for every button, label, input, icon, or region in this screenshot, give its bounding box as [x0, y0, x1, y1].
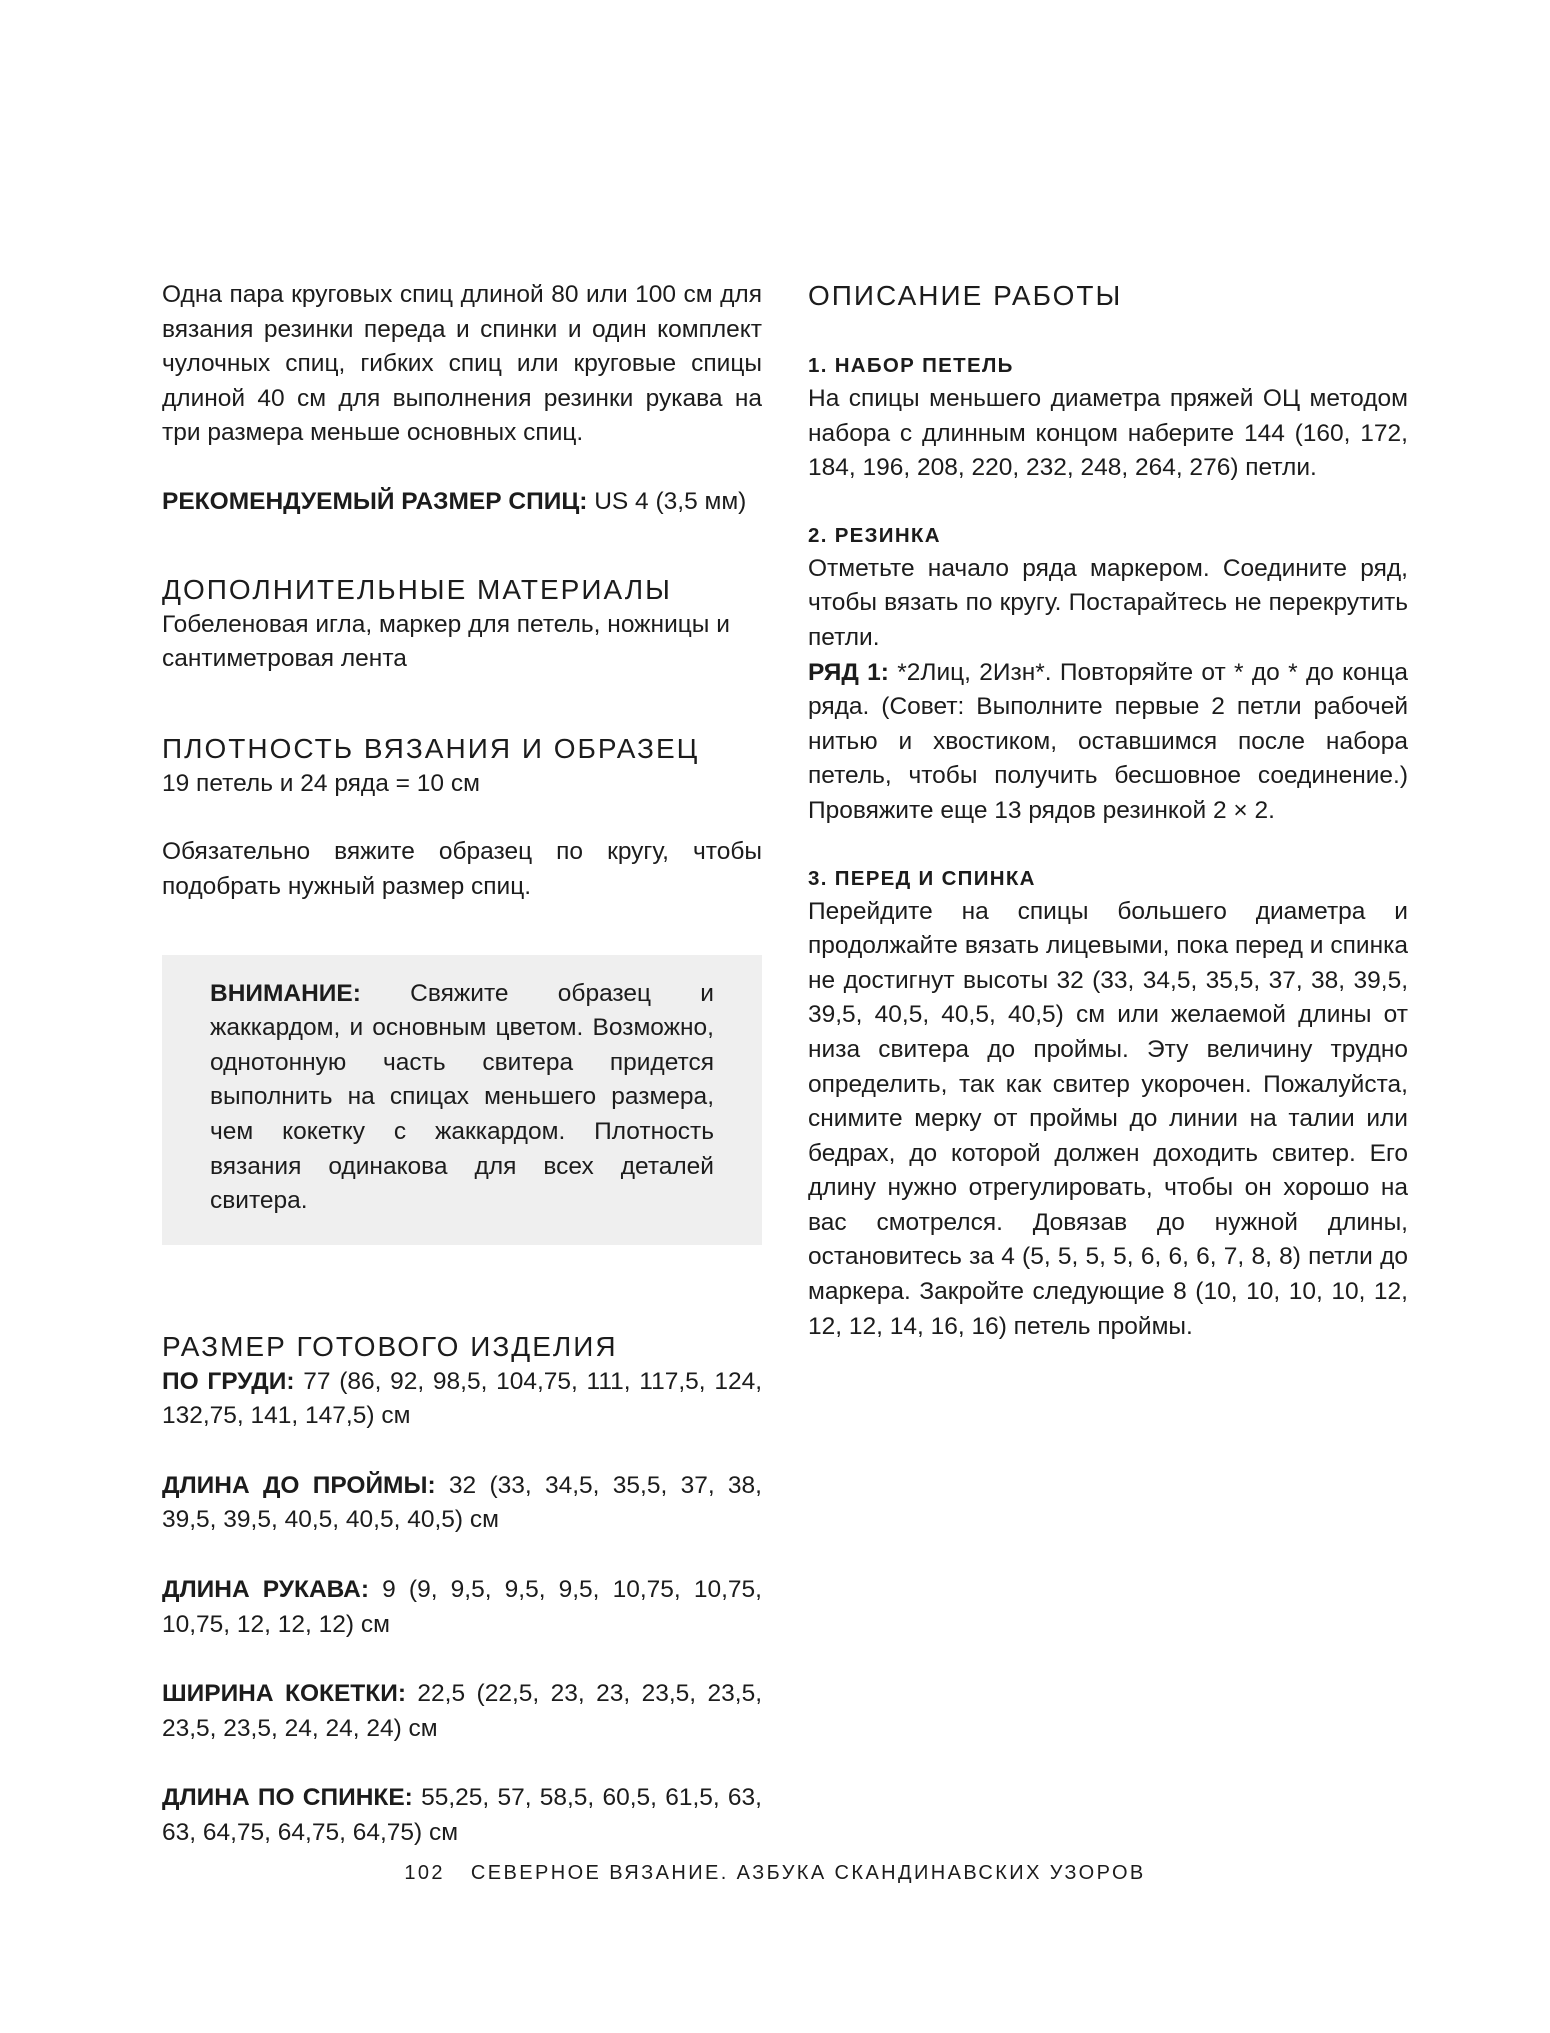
materials-heading: ДОПОЛНИТЕЛЬНЫЕ МАТЕРИАЛЫ [162, 573, 672, 605]
size-sleeve-label: ДЛИНА РУКАВА: [162, 1576, 370, 1604]
size-chest-label: ПО ГРУДИ: [162, 1367, 295, 1395]
size-sleeve-value: 9 (9, 9,5, 9,5, 9,5, 10,75, 10,75, 10,75, 12, 12, 12) см [162, 1576, 762, 1638]
page-footer [0, 1862, 1550, 1885]
size-back-length [162, 1781, 762, 1850]
row-1-text: *2Лиц, 2Изн*. Повторяйте от * до * до конца ряда. (Совет: Выполните первые 2 петли рабочей нитью и хвостиком, оставшимся после набора петель, чтобы получить бесшовное соединение.) Провяжите еще 13 рядов резинкой 2 × 2. [808, 658, 1408, 824]
work-description-heading: ОПИСАНИЕ РАБОТЫ [808, 280, 1123, 311]
gauge-heading: ПЛОТНОСТЬ ВЯЗАНИЯ И ОБРАЗЕЦ [162, 732, 700, 764]
section-front-back-title: 3. ПЕРЕД И СПИНКА [808, 866, 1036, 890]
size-back-label: ДЛИНА ПО СПИНКЕ: [162, 1784, 413, 1812]
size-chest [162, 1365, 762, 1434]
size-armhole-label: ДЛИНА ДО ПРОЙМЫ: [162, 1471, 436, 1499]
size-back-value: 55,25, 57, 58,5, 60,5, 61,5, 63, 63, 64,75, 64,75, 64,75) см [162, 1784, 762, 1847]
section-ribbing-row [808, 656, 1408, 829]
section-ribbing-title: 2. РЕЗИНКА [808, 523, 941, 547]
size-sleeve-length [162, 1573, 762, 1642]
needle-size-line [162, 485, 762, 520]
right-column [808, 278, 1408, 1344]
materials-text: Гобеленовая игла, маркер для петель, ножницы и сантиметровая лента [162, 610, 730, 673]
needle-size-value: US 4 (3,5 мм) [587, 487, 747, 515]
gauge-text: 19 петель и 24 ряда = 10 см [162, 769, 480, 797]
section-ribbing-text: Отметьте начало ряда маркером. Соедините ряд, чтобы вязать по кругу. Постарайтесь не перекрутить петли. [808, 554, 1408, 651]
row-1-label: РЯД 1: [808, 658, 889, 686]
intro-paragraph: Одна пара круговых спиц длиной 80 или 100 см для вязания резинки переда и спинки и один комплект чулочных спиц, гибких спиц или круговые спицы длиной 40 см для выполнения резинки рукава на три размера меньше основных спиц. [162, 281, 762, 447]
left-column [162, 278, 762, 1851]
callout-text [210, 977, 714, 1219]
callout-label: ВНИМАНИЕ: [210, 979, 361, 1007]
size-armhole-value: 32 (33, 34,5, 35,5, 37, 38, 39,5, 39,5, 40,5, 40,5, 40,5) см [162, 1471, 762, 1534]
section-front-back-text: Перейдите на спицы большего диаметра и продолжайте вязать лицевыми, пока перед и спинка не достигнут высоты 32 (33, 34,5, 35,5, 37, 38, 39,5, 39,5, 40,5, 40,5, 40,5) см или желаемой длины от низа свитера до проймы. Эту величину трудно определить, так как свитер укорочен. Пожалуйста, снимите мерку от проймы до линии на талии или бедрах, до которой должен доходить свитер. Его длину нужно отрегулировать, чтобы он хорошо на вас смотрелся. Довязав до нужной длины, остановитесь за 4 (5, 5, 5, 5, 6, 6, 6, 7, 8, 8) петли до маркера. Закройте следующие 8 (10, 10, 10, 10, 12, 12, 12, 14, 16, 16) петель проймы. [808, 897, 1408, 1340]
callout-body: Свяжите образец и жаккардом, и основным цветом. Возможно, однотонную часть свитера придется выполнить на спицах меньшего размера, чем кокетку с жаккардом. Плотность вязания одинакова для всех деталей свитера. [210, 979, 714, 1215]
book-title: СЕВЕРНОЕ ВЯЗАНИЕ. АЗБУКА СКАНДИНАВСКИХ УЗОРОВ [470, 1862, 1146, 1884]
attention-callout [162, 955, 762, 1245]
size-yoke-value: 22,5 (22,5, 23, 23, 23,5, 23,5, 23,5, 23,5, 24, 24, 24) см [162, 1680, 762, 1742]
section-cast-on-title: 1. НАБОР ПЕТЕЛЬ [808, 354, 1014, 377]
size-armhole-length [162, 1469, 762, 1538]
needle-size-label: РЕКОМЕНДУЕМЫЙ РАЗМЕР СПИЦ: [162, 487, 588, 515]
size-chest-value: 77 (86, 92, 98,5, 104,75, 111, 117,5, 124, 132,75, 141, 147,5) см [162, 1367, 762, 1430]
size-yoke-width [162, 1677, 762, 1746]
section-cast-on-text: На спицы меньшего диаметра пряжей ОЦ методом набора с длинным концом наберите 144 (160, 172, 184, 196, 208, 220, 232, 248, 264, 276) петли. [808, 385, 1408, 482]
size-heading: РАЗМЕР ГОТОВОГО ИЗДЕЛИЯ [162, 1330, 618, 1362]
page-number: 102 [404, 1862, 445, 1884]
size-yoke-label: ШИРИНА КОКЕТКИ: [162, 1680, 406, 1708]
gauge-note: Обязательно вяжите образец по кругу, чтобы подобрать нужный размер спиц. [162, 838, 762, 900]
